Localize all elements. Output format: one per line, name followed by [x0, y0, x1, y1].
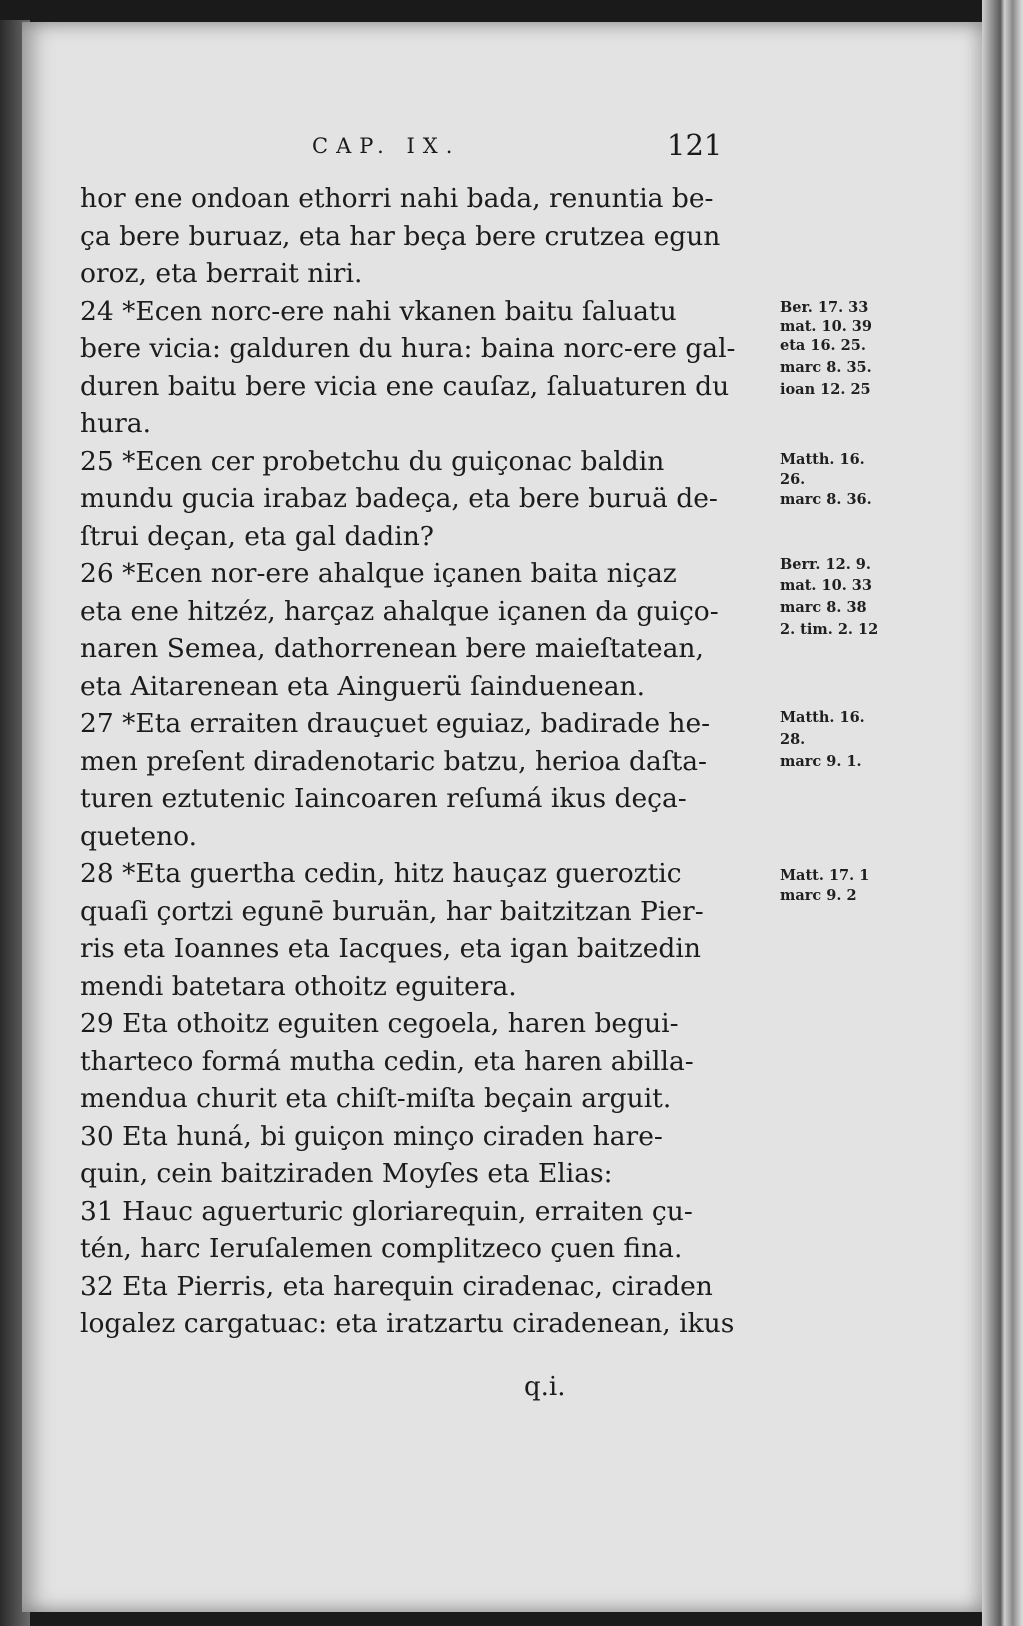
text-line: mendua churit eta chiſt-miſta beçain arguit.: [80, 1083, 672, 1114]
text-line: hor ene ondoan ethorri nahi bada, renuntia be-: [80, 183, 714, 214]
margin-note: ioan 12. 25: [780, 381, 871, 398]
text-line: turen eztutenic Iaincoaren reſumá ikus deça-: [80, 783, 687, 814]
text-line: mendi batetara othoitz eguitera.: [80, 970, 517, 1002]
margin-note: 28.: [780, 731, 806, 748]
verse-31-line: 31 Hauc aguerturic gloriarequin, erraiten çu-: [80, 1195, 693, 1227]
margin-note: 26.: [780, 471, 806, 488]
chapter-heading: CAP. IX.: [312, 134, 461, 158]
margin-note: marc 9. 1.: [780, 753, 862, 770]
margin-note: Ber. 17. 33: [780, 299, 869, 316]
verse-24-line: 24 *Ecen norc-ere nahi vkanen baitu ſaluatu: [80, 295, 677, 327]
margin-note: Berr. 12. 9.: [780, 556, 871, 573]
text-line: eta Aitarenean eta Ainguerü ſainduenean.: [80, 670, 646, 702]
book-page: [22, 22, 982, 1612]
text-line: men preſent diradenotaric batzu, herioa daſta-: [80, 745, 708, 777]
text-line: ça bere buruaz, eta har beça bere crutzea egun: [80, 220, 721, 252]
page-stack-edge: [982, 0, 1023, 1626]
margin-note: 2. tim. 2. 12: [780, 621, 879, 638]
margin-note: Matth. 16.: [780, 709, 865, 726]
text-line: tharteco formá mutha cedin, eta haren abilla-: [80, 1045, 694, 1077]
text-line: quaſi çortzi egunē buruän, har baitzitzan Pier-: [80, 895, 704, 927]
text-line: tén, harc Ieruſalemen complitzeco çuen fina.: [80, 1233, 683, 1264]
text-line: hura.: [80, 408, 152, 439]
text-line: queteno.: [80, 820, 198, 852]
page-number: 121: [667, 128, 723, 162]
margin-note: marc 8. 38: [780, 599, 867, 616]
margin-note: marc 8. 35.: [780, 359, 872, 376]
text-line: duren baitu bere vicia ene cauſaz, ſaluaturen du: [80, 370, 730, 402]
text-line: mundu gucia irabaz badeça, eta bere buruä de-: [80, 483, 718, 514]
text-line: ſtrui deçan, eta gal dadin?: [80, 520, 434, 552]
margin-note: Matth. 16.: [780, 451, 865, 468]
verse-32-line: 32 Eta Pierris, eta harequin ciradenac, ciraden: [80, 1270, 713, 1302]
margin-note: mat. 10. 39: [780, 318, 872, 335]
margin-note: Matt. 17. 1: [780, 867, 870, 884]
text-line: eta ene hitzéz, harçaz ahalque içanen da guiço-: [80, 595, 719, 627]
margin-note: eta 16. 25.: [780, 337, 866, 354]
verse-29-line: 29 Eta othoitz eguiten cegoela, haren begui-: [80, 1008, 679, 1039]
verse-26-line: 26 *Ecen nor-ere ahalque içanen baita niçaz: [80, 558, 677, 589]
verse-text-block: [80, 180, 879, 1343]
verse-27-line: 27 *Eta erraiten drauçuet eguiaz, badirade he-: [80, 708, 711, 739]
verse-30-line: 30 Eta huná, bi guiçon minço ciraden hare-: [80, 1120, 663, 1152]
text-line: logalez cargatuac: eta iratzartu ciradenean, ikus: [80, 1308, 735, 1339]
margin-note: marc 9. 2: [780, 887, 857, 904]
signature-mark: q.i.: [524, 1372, 566, 1402]
running-header: [22, 128, 982, 168]
text-line: oroz, eta berrait niri.: [80, 258, 363, 289]
text-line: naren Semea, dathorrenean bere maieſtatean,: [80, 633, 704, 664]
verse-25-line: 25 *Ecen cer probetchu du guiçonac baldin: [80, 445, 665, 477]
text-line: ris eta Ioannes eta Iacques, eta igan baitzedin: [80, 933, 701, 964]
text-line: quin, cein baitziraden Moyſes eta Elias:: [80, 1158, 613, 1189]
margin-note: marc 8. 36.: [780, 491, 872, 508]
margin-note: mat. 10. 33: [780, 577, 872, 594]
verse-28-line: 28 *Eta guertha cedin, hitz hauçaz gueroztic: [80, 858, 682, 889]
text-line: bere vicia: galduren du hura: baina norc-ere gal-: [80, 333, 736, 364]
